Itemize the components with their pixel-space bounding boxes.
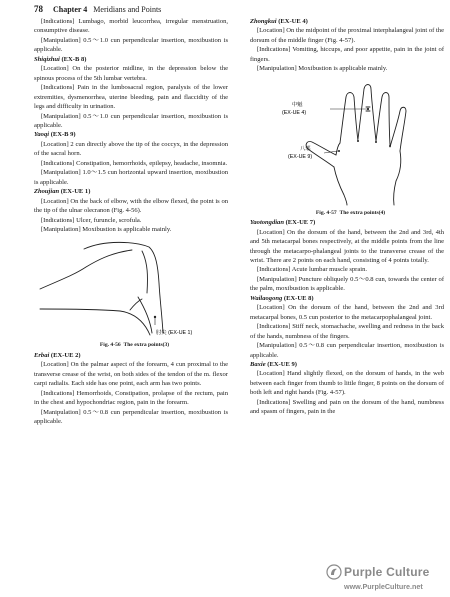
paragraph: [Indications] Vomiting, hiccups, and poor appetite, pain in the joint of fingers. (250, 46, 444, 63)
paragraph: [Manipulation] 0.5～1.0 cun perpendicular insertion, moxibustion is applicable. (34, 112, 228, 129)
figure-caption: Fig. 4-56 The extra points(3) (99, 342, 170, 349)
running-header (34, 4, 161, 14)
point-code: (EX-UE 9) (267, 360, 297, 368)
paragraph: [Manipulation] Puncture obliquely 0.5～0.8 cun, towards the center of the palm, moxibustion is applicable. (250, 275, 444, 293)
paragraph: [Location] On the dorsum of the hand, between the 2nd and 3rd, 4th and 5th metacarpal bones respectively, at the middle points from the line through the metacarpo-phalangeal joints to the transverse crease of the wrist. There are 2 points on each hand, consisting of 4 points totally. (250, 228, 444, 264)
point-heading (250, 294, 444, 303)
point-heading (250, 218, 444, 227)
figure-caption: Fig. 4-57 The extra points(4) (315, 209, 386, 216)
point-heading (250, 17, 444, 26)
paragraph: [Manipulation] 0.5～1.0 cun perpendicular insertion, moxibustion is applicable. (34, 36, 228, 54)
paragraph: [Location] On the palmar aspect of the forearm, 4 cun proximal to the transverse crease of the wrist, on both sides of the tendon of the m. flexor carpi radialis. Each side has one point, each arm has two points. (34, 361, 228, 388)
paragraph: [Manipulation] 0.5～0.8 cun perpendicular insertion, moxibustion is applicable. (34, 408, 228, 426)
paragraph: [Location] Hand slightly flexed, on the dorsum of hands, in the web between each finger from thumb to little finger, 8 points on the dorsum of both left and right hands (Fig. 4-57). (250, 370, 444, 397)
fig57-code-zhongkui: (EX-UE 4) (282, 109, 307, 116)
paragraph: [Indications] Acute lumbar muscle sprain. (257, 266, 367, 274)
point-name: Yaotongdian (250, 219, 284, 227)
watermark-title: Purple Culture (344, 565, 430, 579)
point-code: (EX-B 8) (61, 55, 87, 63)
figure-4-57 (250, 77, 444, 207)
paragraph: [Manipulation] 1.0～1.5 cun horizontal upward insertion, moxibustion is applicable. (34, 169, 228, 186)
paragraph: [Location] On the posterior midline, in the depression below the spinous process of the 5th lumbar vertebra. (34, 65, 228, 82)
point-code: (EX-UE 1) (60, 188, 91, 196)
point-code: (EX-UE 4) (278, 18, 308, 25)
paragraph: [Indications] Swelling and pain on the dorsum of the hand, numbness and spasm of fingers, pain in the (250, 398, 444, 416)
purple-culture-watermark (326, 563, 448, 595)
right-column (250, 17, 444, 417)
fig57-code-baxie: (EX-UE 9) (288, 153, 313, 160)
left-column (34, 17, 228, 427)
paragraph: [Location] On the midpoint of the proximal interphalangeal joint of the dorsum of the middle finger (Fig. 4-57). (250, 27, 444, 44)
paragraph: [Manipulation] Moxibustion is applicable mainly. (257, 65, 388, 73)
point-heading (250, 360, 444, 369)
watermark-url: www.PurpleCulture.net (344, 582, 423, 591)
paragraph: [Indications] Stiff neck, stomachache, swelling and redness in the back of the hands, numbness of the fingers. (250, 323, 444, 340)
point-name: Wailaogong (250, 294, 283, 302)
point-heading (34, 187, 228, 196)
point-code: (EX-UE 8) (283, 294, 314, 302)
chapter-label: Chapter 4 (53, 5, 88, 14)
point-code: (EX-UE 7) (285, 219, 316, 227)
point-name: Yaoqi (34, 131, 50, 139)
point-heading (34, 351, 228, 360)
point-code: (EX-UE 2) (50, 351, 81, 359)
elbow-illustration (34, 237, 228, 339)
paragraph: [Location] On the back of elbow, with the elbow flexed, the point is on the tip of the ulnar olecranon (Fig. 4-56). (34, 197, 228, 215)
paragraph: [Indications] Ulcer, furuncle, scrofula. (41, 216, 142, 224)
page-number: 78 (34, 4, 43, 14)
point-name: Baxie (250, 360, 266, 368)
point-name: Shiqizhui (34, 55, 60, 63)
point-name: Zhoujian (34, 188, 60, 196)
paragraph: [Indications] Constipation, hemorrhoids, epilepsy, headache, insomnia. (41, 159, 228, 167)
point-heading (34, 55, 228, 64)
paragraph: [Manipulation] Moxibustion is applicable mainly. (41, 225, 172, 233)
chapter-title: Meridians and Points (93, 5, 162, 14)
paragraph: [Manipulation] 0.5～0.8 cun perpendicular insertion, moxibustion is applicable. (250, 342, 444, 359)
point-code: (EX-B 9) (50, 131, 76, 139)
point-name: Zhongkui (250, 18, 277, 25)
hand-dorsum-illustration (250, 77, 444, 207)
paragraph: [Location] On the dorsum of the hand, between the 2nd and 3rd metacarpal bones, 0.5 cun posterior to the metacarpophalangeal joint. (250, 304, 444, 321)
paragraph: [Indications] Pain in the lumbosacral region, paralysis of the lower extremities, dysmenorrhea, uterine bleeding, pain and flaccidity of the legs and difficulty in urination. (34, 84, 228, 111)
fig57-label-baxie: 八邪 (300, 145, 311, 152)
point-heading (34, 130, 228, 139)
paragraph: [Indications] Lumbago, morbid leucorrhea, irregular menstruation, consumptive disease. (34, 18, 228, 35)
purple-culture-logo-icon (326, 564, 342, 580)
figure-4-56 (34, 237, 228, 339)
point-name: Erbai (34, 351, 50, 359)
fig57-label-zhongkui: 中魁 (292, 101, 303, 108)
paragraph: [Location] 2 cun directly above the tip of the coccyx, in the depression of the sacral horn. (34, 140, 228, 158)
paragraph: [Indications] Hemorrhoids, Constipation, prolapse of the rectum, pain in the chest and hypochondriac region, pain in the forearm. (34, 389, 228, 407)
fig56-point-label: 肘尖 (EX-UE 1) (156, 330, 193, 337)
